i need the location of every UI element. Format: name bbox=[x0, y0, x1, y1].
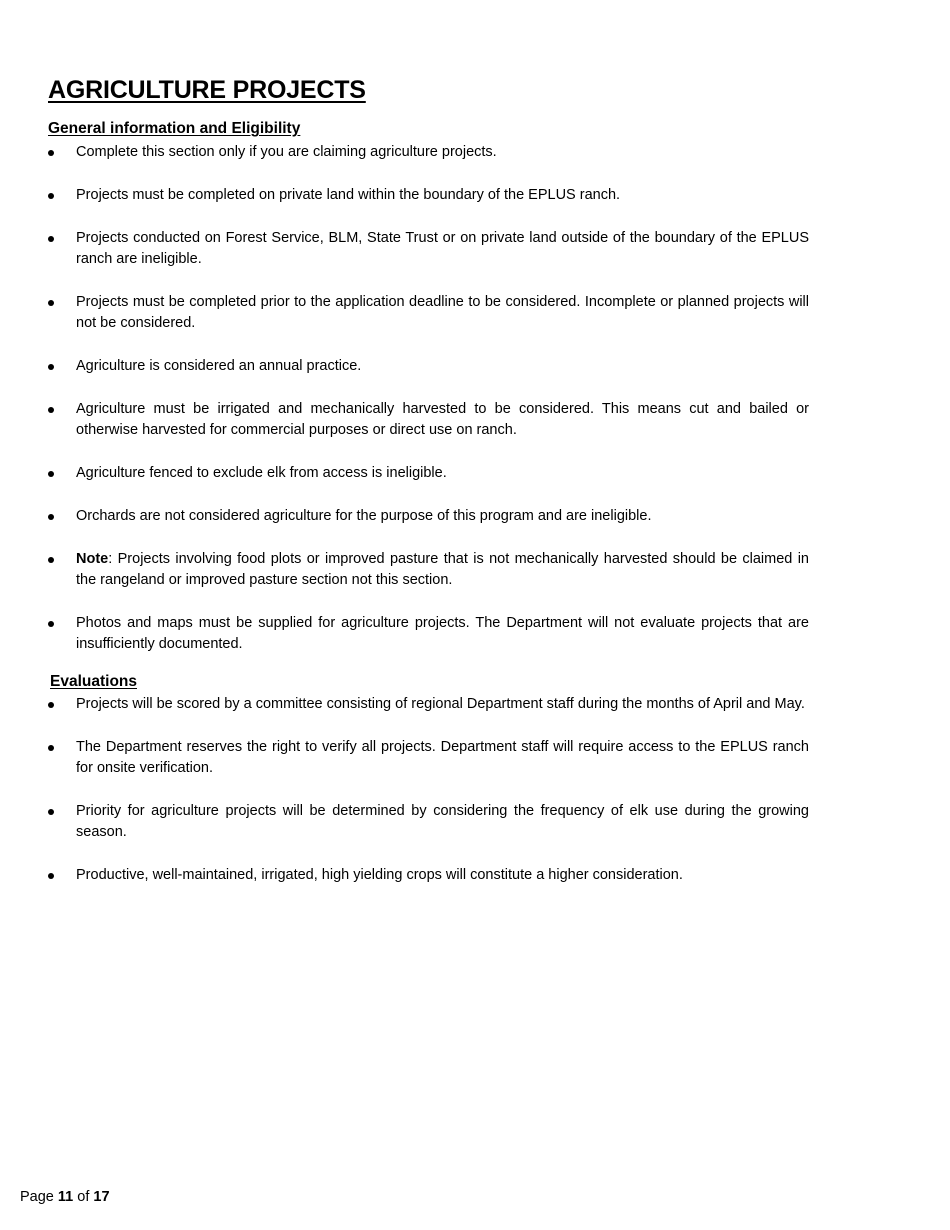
list-item: Projects must be completed on private land within the boundary of the EPLUS ranch. bbox=[48, 185, 809, 206]
bullet-icon bbox=[48, 702, 54, 708]
section-heading-general: General information and Eligibility bbox=[48, 120, 301, 137]
list-item: Agriculture is considered an annual practice. bbox=[48, 356, 809, 377]
list-item: Orchards are not considered agriculture for the purpose of this program and are ineligible. bbox=[48, 506, 809, 527]
total-page-count: 17 bbox=[93, 1189, 110, 1205]
bullet-icon bbox=[48, 514, 54, 520]
note-text: : Projects involving food plots or improved pasture that is not mechanically harvested should be claimed in the rangeland or improved pasture section not this section. bbox=[76, 551, 809, 588]
bullet-icon bbox=[48, 745, 54, 751]
bullet-icon bbox=[48, 364, 54, 370]
bullet-icon bbox=[48, 873, 54, 879]
bullet-icon bbox=[48, 557, 54, 563]
current-page-number: 11 bbox=[57, 1189, 74, 1205]
bullet-icon bbox=[48, 809, 54, 815]
bullet-icon bbox=[48, 193, 54, 199]
list-item: Agriculture fenced to exclude elk from access is ineligible. bbox=[48, 463, 809, 484]
evaluations-bullet-list bbox=[48, 694, 809, 908]
note-label: Note bbox=[76, 551, 109, 567]
bullet-icon bbox=[48, 150, 54, 156]
bullet-icon bbox=[48, 407, 54, 413]
list-item: Agriculture must be irrigated and mechanically harvested to be considered. This means cut and bailed or otherwise harvested for commercial purposes or direct use on ranch. bbox=[48, 399, 809, 441]
list-item: Projects will be scored by a committee consisting of regional Department staff during the months of April and May. bbox=[48, 694, 809, 715]
bullet-icon bbox=[48, 471, 54, 477]
bullet-icon bbox=[48, 236, 54, 242]
list-item: Productive, well-maintained, irrigated, high yielding crops will constitute a higher consideration. bbox=[48, 865, 809, 886]
list-item: The Department reserves the right to verify all projects. Department staff will require access to the EPLUS ranch for onsite verification. bbox=[48, 737, 809, 779]
list-item: Complete this section only if you are claiming agriculture projects. bbox=[48, 142, 809, 163]
list-item: Photos and maps must be supplied for agriculture projects. The Department will not evaluate projects that are insufficiently documented. bbox=[48, 613, 809, 655]
general-bullet-list bbox=[48, 142, 809, 677]
list-item: Projects conducted on Forest Service, BLM, State Trust or on private land outside of the boundary of the EPLUS ranch are ineligible. bbox=[48, 228, 809, 270]
page-number-footer: Page 11 of 17 bbox=[20, 1189, 110, 1205]
list-item: Priority for agriculture projects will be determined by considering the frequency of elk use during the growing season. bbox=[48, 801, 809, 843]
bullet-icon bbox=[48, 621, 54, 627]
list-item: Projects must be completed prior to the application deadline to be considered. Incomplete or planned projects will not be considered. bbox=[48, 292, 809, 334]
note-item bbox=[48, 549, 809, 591]
bullet-icon bbox=[48, 300, 54, 306]
page-title: AGRICULTURE PROJECTS bbox=[48, 76, 366, 104]
section-heading-evaluations: Evaluations bbox=[50, 673, 137, 690]
